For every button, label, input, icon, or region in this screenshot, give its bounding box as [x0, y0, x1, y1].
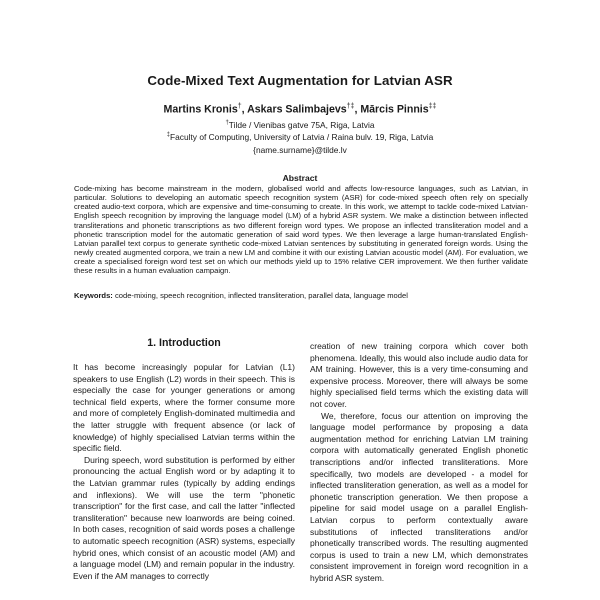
author-mark: ‡‡ [428, 103, 437, 110]
paragraph: creation of new training corpora which cover both phenomena. Ideally, this would also include audio data for AM training. However, this is a very time-consuming and expensive process. Moreover, there will always be some highly specialised field terms which the existing data will not cover. [310, 341, 528, 409]
keywords-list: code-mixing, speech recognition, inflected transliteration, parallel data, language model [114, 291, 408, 300]
author-name: Mārcis Pinnis [360, 103, 429, 116]
affiliation-text: Tilde / Vienibas gatve 75A, Riga, Latvia [228, 120, 375, 130]
paragraph: It has become increasingly popular for Latvian (L1) speakers to use English (L2) words in their speech. This is especially the case for younger generations or among technical field experts, where the former consume more and more of completely English-dominated multimedia and the latter struggle with frequent absence (or lack of knowledge) of highly specialised Latvian terms within the specific field. [73, 362, 295, 454]
paragraph: During speech, word substitution is performed by either pronouncing the actual English word or by adapting it to the Latvian grammar rules (typically by adding endings and inflexions). We will use the term "phonetic transcription" for the first case, and call the latter "inflected transliteration" because new loanwords are being coined. In both cases, recognition of said words poses a challenge to automatic speech recognition (ASR) systems, especially hybrid ones, which consist of an acoustic model (AM) and a language model (LM) and remain popular in the industry. Even if the AM manages to correctly [73, 454, 295, 581]
abstract-heading: Abstract [282, 173, 318, 183]
paper-title: Code-Mixed Text Augmentation for Latvian ASR [147, 73, 453, 88]
paragraph: We, therefore, focus our attention on improving the language model performance by proposing a data augmentation method for enriching Latvian LM training corpora with automatically generated English phonetic transcriptions and/or inflected transliterations. More specifically, two models are developed - a model for inflected transliteration generation, as well as a model for phonetic transcription generation. We then propose a pipeline for said model usage on a parallel English-Latvian corpus to perform contextually aware substitutions of inflected transliterations and/or phonetically transcribed words. The resulting augmented corpus is used to train a new LM, which demonstrates consistent improvement in foreign word recognition in a hybrid ASR system. [310, 410, 528, 583]
author-mark: †‡ [346, 103, 355, 110]
affiliation-text: Faculty of Computing, University of Latvia / Raina bulv. 19, Riga, Latvia [170, 132, 434, 142]
affiliation-mark: ‡ [166, 132, 170, 139]
right-column [310, 341, 528, 584]
author-list: Martins Kronis†, Askars Salimbajevs†‡, Mārcis Pinnis‡‡ [163, 103, 437, 116]
section-heading-introduction: 1. Introduction [147, 337, 221, 349]
author-name: Askars Salimbajevs [247, 103, 347, 116]
left-column [73, 362, 295, 582]
keywords-label: Keywords: [74, 291, 113, 300]
abstract-text: Code-mixing has become mainstream in the modern, globalised world and affects low-resource languages, such as Latvian, in particular. Solutions to developing an automatic speech recognition system (ASR) for code-mixed speech often rely on specially created audio-text corpora, which are expensive and time-consuming to create. In this work, we attempt to tackle code-mixed Latvian-English speech recognition by improving the language model (LM) of a hybrid ASR system. We make a distinction between inflected transliterations and phonetic transcriptions as two different foreign word types. We propose an inflected transliteration model and a phonetic transcription model for the automatic generation of said word types. We then leverage a large human-translated English-Latvian parallel text corpus to generate synthetic code-mixed Latvian sentences by substituting in generated foreign words. Using the newly created augmented corpora, we train a new LM and combine it with our existing Latvian acoustic model (AM). For evaluation, we create a specialised foreign word test set on which our methods yield up to 15% relative CER improvement. We then further validate these results in a human evaluation campaign. [74, 184, 528, 276]
author-email: {name.surname}@tilde.lv [253, 145, 347, 155]
keywords [74, 291, 528, 300]
affiliation-mark: † [225, 120, 229, 127]
author-name: Martins Kronis [163, 103, 238, 116]
affiliation-2 [0, 132, 600, 142]
affiliation-1 [0, 120, 600, 130]
author-mark: † [237, 103, 242, 110]
